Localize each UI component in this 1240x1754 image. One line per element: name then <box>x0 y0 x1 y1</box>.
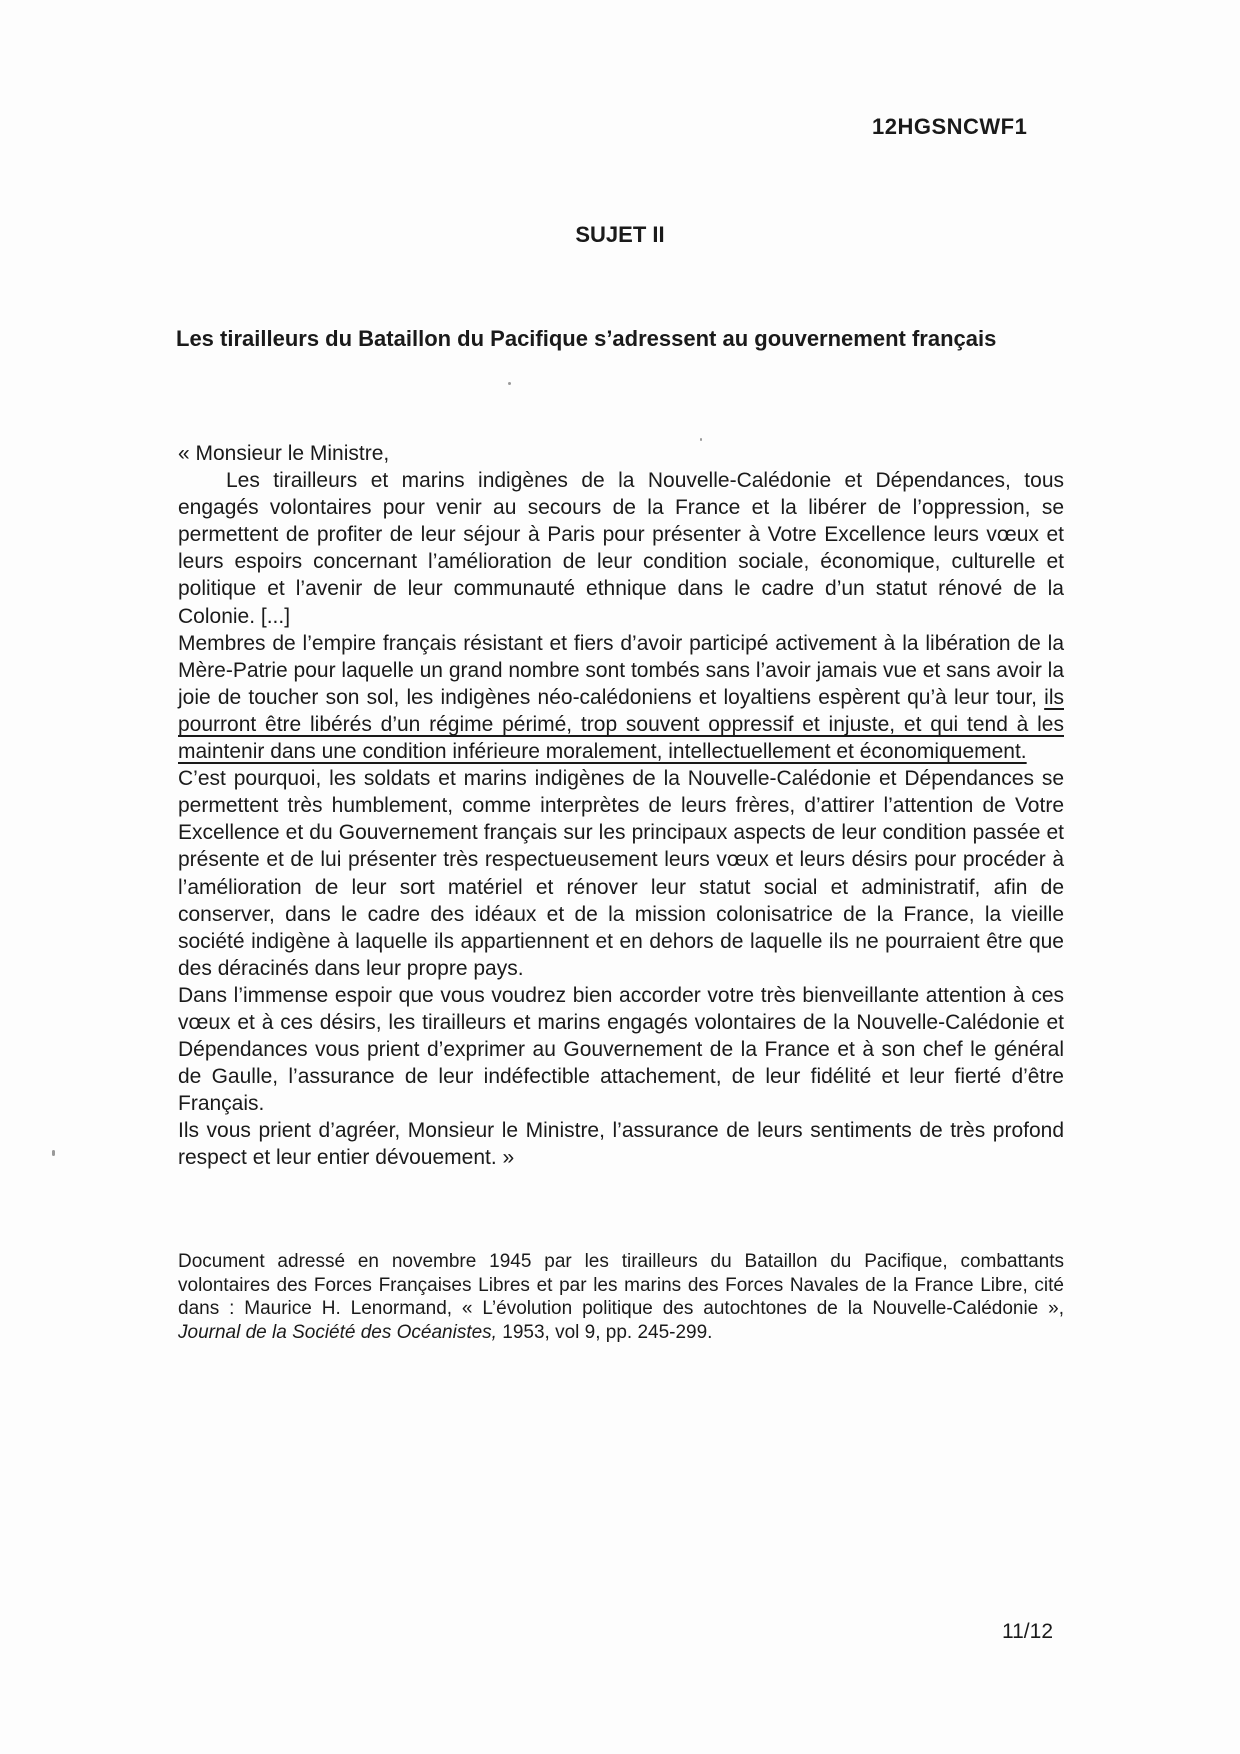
subject-heading: SUJET II <box>575 222 665 247</box>
letter-paragraph: Dans l’immense espoir que vous voudrez bien accorder votre très bienveillante attention à ces vœux et à ces désirs, les tirailleurs et marins engagés volontaires de la Nouvelle-Calédonie et Dépendances vous prient d’exprimer au Gouvernement de la France et à son chef le général de Gaulle, l’assurance de leur indéfectible attachement, de leur fidélité et leur fierté d’être Français. <box>178 983 1064 1116</box>
letter-paragraph <box>178 630 1064 765</box>
letter-paragraph: C’est pourquoi, les soldats et marins indigènes de la Nouvelle-Calédonie et Dépendances se permettent très humblement, comme interprètes de leurs frères, d’attirer l’attention de Votre Excellence et du Gouvernement français sur les principaux aspects de leur condition passée et présente et de lui présenter très respectueusement leurs vœux et leurs désirs pour procéder à l’amélioration de leur sort matériel et rénover leur statut social et administratif, afin de conserver, dans le cadre des idéaux et de la mission colonisatrice de la France, la vieille société indigène à laquelle ils appartiennent et en dehors de laquelle ils ne pourraient être que des déracinés dans leur propre pays. <box>178 767 1064 980</box>
scan-speck <box>52 1150 55 1156</box>
letter-body <box>178 440 1064 1172</box>
journal-title: Journal de la Société des Océanistes, <box>178 1321 497 1343</box>
scan-speck <box>508 382 511 385</box>
letter-text: Membres de l’empire français résistant et fiers d’avoir participé activement à la libération de la Mère-Patrie pour laquelle un grand nombre sont tombés sans l’avoir jamais vue et sans avoir la joie de toucher son sol, les indigènes néo-calédoniens et loyaltiens espèrent qu’à leur tour, <box>178 631 1064 709</box>
underlined-passage: ils pourront être libérés d’un régime périmé, trop souvent oppressif et injuste, et qui tend à les maintenir dans une condition inférieure moralement, intellectuellement et économiquement. <box>178 685 1064 764</box>
scan-speck <box>700 438 702 441</box>
document-code: 12HGSNCWF1 <box>872 114 1028 139</box>
citation-details: 1953, vol 9, pp. 245-299. <box>496 1321 713 1343</box>
document-title: Les tirailleurs du Bataillon du Pacifique s’adressent au gouvernement français <box>176 326 997 351</box>
letter-closing: Ils vous prient d’agréer, Monsieur le Ministre, l’assurance de leurs sentiments de très profond respect et leur entier dévouement. » <box>178 1119 1064 1170</box>
letter-salutation: « Monsieur le Ministre, <box>178 442 390 465</box>
page-number: 11/12 <box>1002 1620 1053 1643</box>
citation-text: Document adressé en novembre 1945 par les tirailleurs du Bataillon du Pacifique, combattants volontaires des Forces Françaises Libres et par les marins des Forces Navales de la France Libre, cité dans : Maurice H. Lenormand, « L’évolution politique des autochtones de la Nouvelle-Calédonie », <box>178 1251 1064 1319</box>
letter-paragraph: Les tirailleurs et marins indigènes de la Nouvelle-Calédonie et Dépendances, tous engagés volontaires pour venir au secours de la France et la libérer de l’oppression, se permettent de profiter de leur séjour à Paris pour présenter à Votre Excellence leurs vœux et leurs espoirs concernant l’amélioration de leur condition sociale, économique, culturelle et politique et l’avenir de leur communauté ethnique dans le cadre d’un statut rénové de la Colonie. [...] <box>178 469 1064 628</box>
source-citation <box>178 1250 1064 1344</box>
